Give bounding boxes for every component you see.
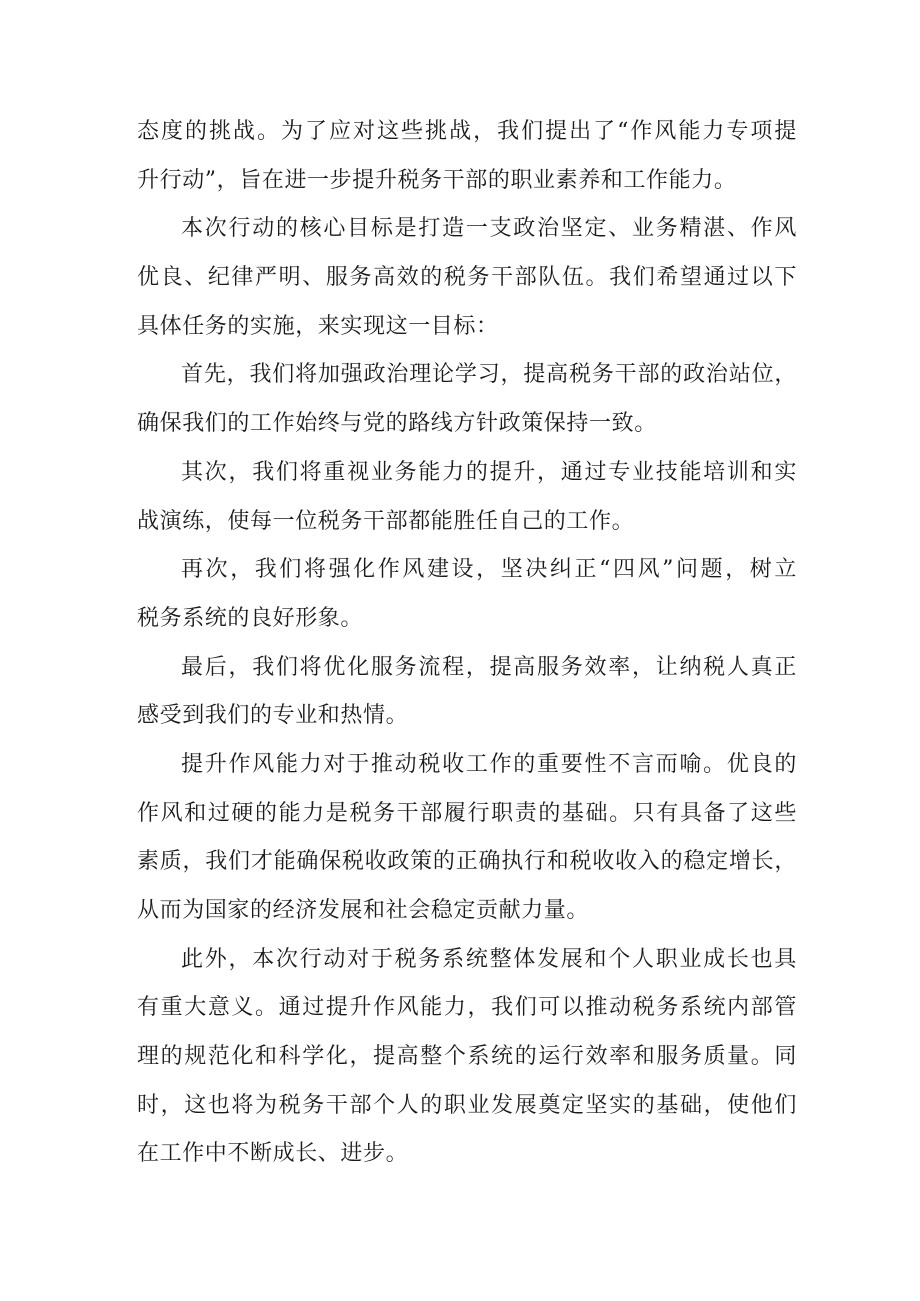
text-line: 税务系统的良好形象。 [137, 605, 364, 631]
text-line: 时，这也将为税务干部个人的职业发展奠定坚实的基础，使他们 [137, 1092, 797, 1118]
text-line: 有重大意义。通过提升作风能力，我们可以推动税务系统内部管 [137, 995, 797, 1021]
text-line: 感受到我们的专业和热情。 [137, 703, 409, 729]
paragraph-first-line: 本次行动的核心目标是打造一支政治坚定、业务精湛、作风 [181, 216, 797, 242]
text-line: 升行动”，旨在进一步提升税务干部的职业素养和工作能力。 [137, 167, 737, 193]
text-line: 优良、纪律严明、服务高效的税务干部队伍。我们希望通过以下 [137, 265, 797, 291]
paragraph-first-line: 提升作风能力对于推动税收工作的重要性不言而喻。优良的 [181, 751, 797, 777]
text-line: 作风和过硬的能力是税务干部履行职责的基础。只有具备了这些 [137, 800, 797, 826]
text-line: 素质，我们才能确保税收政策的正确执行和税收收入的稳定增长， [137, 849, 797, 875]
body-text [137, 108, 797, 1179]
paragraph-first-line: 再次，我们将强化作风建设，坚决纠正“四风”问题，树立 [181, 557, 797, 583]
text-line: 具体任务的实施，来实现这一目标： [137, 313, 499, 339]
paragraph-first-line: 最后，我们将优化服务流程，提高服务效率，让纳税人真正 [181, 654, 797, 680]
paragraph-first-line: 其次，我们将重视业务能力的提升，通过专业技能培训和实 [181, 459, 797, 485]
text-line: 战演练，使每一位税务干部都能胜任自己的工作。 [137, 508, 635, 534]
text-line: 在工作中不断成长、进步。 [137, 1141, 409, 1167]
paragraph-first-line: 首先，我们将加强政治理论学习，提高税务干部的政治站位， [181, 362, 797, 388]
text-line: 确保我们的工作始终与党的路线方针政策保持一致。 [137, 411, 657, 437]
paragraph-first-line: 此外，本次行动对于税务系统整体发展和个人职业成长也具 [181, 946, 797, 972]
text-line: 态度的挑战。为了应对这些挑战，我们提出了“作风能力专项提 [137, 119, 797, 144]
text-line: 理的规范化和科学化，提高整个系统的运行效率和服务质量。同 [137, 1044, 797, 1070]
text-line: 从而为国家的经济发展和社会稳定贡献力量。 [137, 898, 590, 923]
